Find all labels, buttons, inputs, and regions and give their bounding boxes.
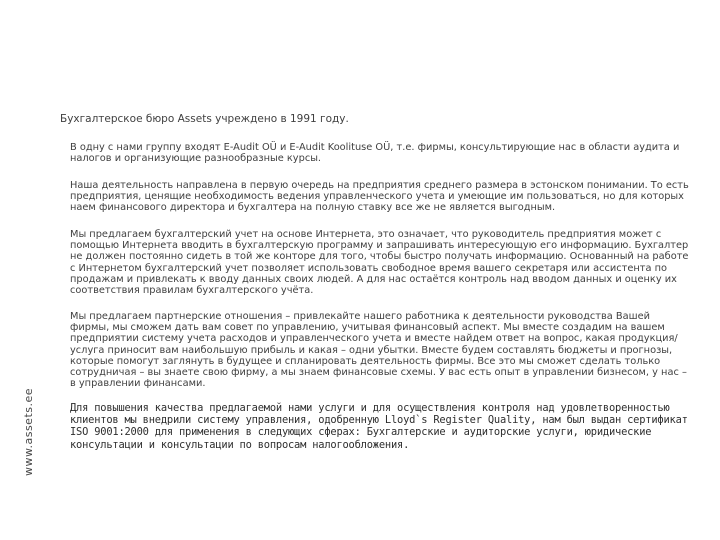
paragraph-group-companies: В одну с нами группу входят E-Audit OÜ и E-Audit Koolituse OÜ, т.е. фирмы, консультирующие нас в области аудита и налогов и организующие разнообразные курсы. [70,142,680,165]
paragraph-target-clients: Наша деятельность направлена в первую очередь на предприятия среднего размера в эстонском понимании. То есть предприятия, ценящие необходимость ведения управленческого учета и умеющие им пользоваться, но для которых наем финансового директора и бухгалтера на полную ставку все же не является выгодным. [70,180,689,214]
paragraph-quality-certificate: Для повышения качества предлагаемой нами услуги и для осуществления контроля над удовлетворенностью клиентов мы внедрили систему управления, одобренную Lloyd`s Register Quality, нам был выдан сертификат ISO 9001:2000 для применения в следующих сферах: Бухгалтерские и аудиторские услуги, юридические консультации и консультации по вопросам налогообложения. [70,402,688,451]
intro-text: Бухгалтерское бюро Assets учреждено в 1991 году. [60,113,349,125]
paragraph-internet-accounting: Мы предлагаем бухгалтерский учет на основе Интернета, это означает, что руководитель предприятия может с помощью Интернета вводить в бухгалтерскую программу и запрашивать интересующую его информацию. Бухгалтер не должен постоянно сидеть в той же конторе для того, чтобы быстро получать информацию. Основанный на работе с Интернетом бухгалтерский учет позволяет использовать свободное время вашего секретаря или ассистента по продажам и привлекать к вводу данных своих людей. А для нас остаётся контроль над вводом данных и оценку их соответствия правилам бухгалтерского учёта. [70,229,689,297]
site-url-vertical: www.assets.ee [22,387,35,476]
paragraph-partnership: Мы предлагаем партнерские отношения – привлекайте нашего работника к деятельности руководства Вашей фирмы, мы сможем дать вам совет по управлению, учитывая финансовый аспект. Мы вместе создадим на вашем предприятии систему учета расходов и управленческого учета и вместе найдем ответ на вопрос, какая продукция/услуга приносит вам наибольшую прибыль и какая – одни убытки. Вместе будем составлять бюджеты и прогнозы, которые помогут заглянуть в будущее и спланировать деятельность фирмы. Все это мы сможет сделать только сотрудничая – вы знаете свою фирму, а мы знаем финансовые схемы. У вас есть опыт в управлении бизнесом, у нас – в управлении финансами. [70,311,687,390]
